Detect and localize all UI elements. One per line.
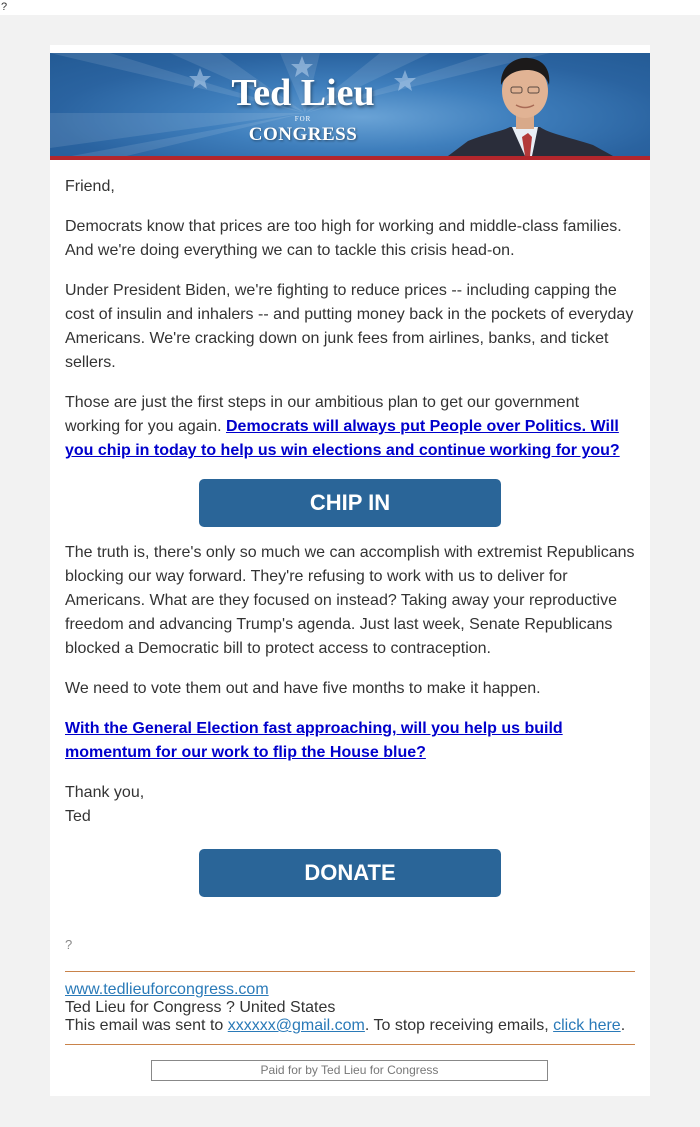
top-glyph: ? bbox=[0, 0, 700, 15]
paragraph-plan-text: Those are just the first steps in our ambitious plan to get our government working for you again. bbox=[65, 394, 580, 435]
paragraph-biden: Under President Biden, we're fighting to reduce prices -- including capping the cost of insulin and inhalers -- and putting money back in the pockets of everyday Americans. We're cracking down on junk fees from airlines, banks, and ticket sellers. bbox=[65, 282, 634, 371]
website-link[interactable]: www.tedlieuforcongress.com bbox=[65, 981, 269, 998]
sent-prefix: This email was sent to bbox=[65, 1017, 228, 1034]
paragraph-republicans: The truth is, there's only so much we can accomplish with extremist Republicans blocking our way forward. They're refusing to work with us to deliver for Americans. What are they focused on instead? Taking away your reproductive freedom and advancing Trump's agenda. Just last week, Senate Republicans blocked a Democratic bill to protect access to contraception. bbox=[65, 544, 635, 657]
paragraph-prices: Democrats know that prices are too high for working and middle-class families. And we're doing everything we can to tackle this crisis head-on. bbox=[65, 218, 622, 259]
footer-glyph: ? bbox=[65, 937, 73, 952]
build-momentum-link[interactable]: With the General Election fast approaching, will you help us build momentum for our work to flip the House blue? bbox=[65, 720, 563, 761]
email-body bbox=[65, 175, 635, 1045]
banner-red-stripe bbox=[50, 156, 650, 160]
banner-congress: CONGRESS bbox=[248, 124, 358, 145]
period: . bbox=[620, 1017, 626, 1034]
signature: Ted bbox=[65, 808, 91, 825]
org-line: Ted Lieu for Congress ? United States bbox=[65, 999, 336, 1016]
banner-title: Ted Lieu bbox=[231, 72, 375, 114]
footer-divider-bottom bbox=[65, 1044, 635, 1045]
footer-divider-top bbox=[65, 971, 635, 972]
paragraph-vote: We need to vote them out and have five months to make it happen. bbox=[65, 680, 541, 697]
chip-in-link[interactable]: Democrats will always put People over Politics. Will you chip in today to help us win elections and continue working for you? bbox=[65, 418, 620, 459]
paid-for-disclaimer: Paid for by Ted Lieu for Congress bbox=[151, 1060, 548, 1081]
email-card bbox=[50, 45, 650, 1096]
footer bbox=[65, 981, 635, 1035]
email-address-link[interactable]: xxxxxx@gmail.com bbox=[227, 1017, 365, 1034]
chip-in-button[interactable]: CHIP IN bbox=[199, 479, 501, 527]
donate-button[interactable]: DONATE bbox=[199, 849, 501, 897]
banner-for: FOR bbox=[294, 115, 312, 123]
stop-text: . To stop receiving emails, bbox=[364, 1017, 554, 1034]
candidate-portrait bbox=[428, 53, 648, 156]
paragraph-plan bbox=[65, 391, 635, 463]
unsubscribe-link[interactable]: click here bbox=[553, 1017, 621, 1034]
greeting: Friend, bbox=[65, 178, 115, 195]
header-banner bbox=[50, 53, 650, 160]
signoff: Thank you, bbox=[65, 784, 145, 801]
